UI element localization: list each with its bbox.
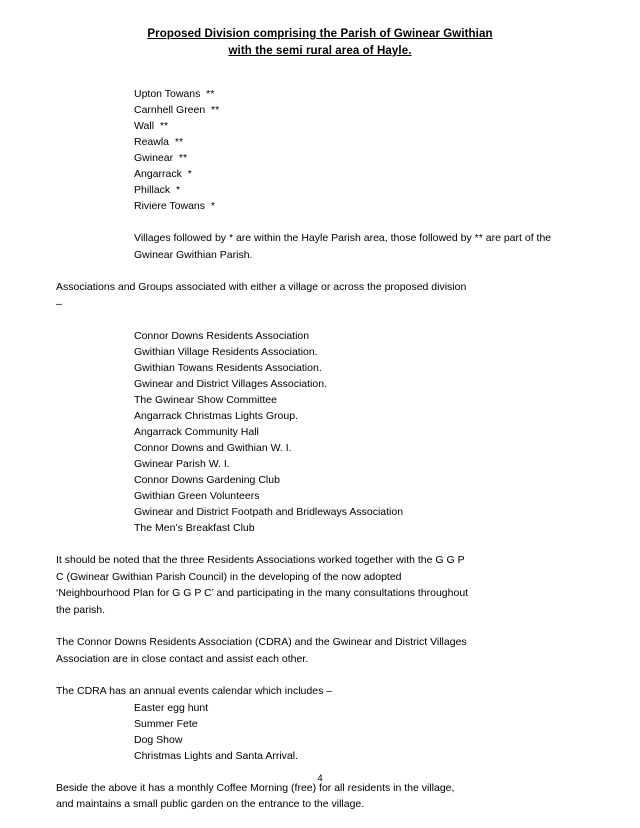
paragraph-1-text: It should be noted that the three Residents Associations worked together with the G G P C (Gwinear Gwithian Parish Council) in the developing of the now adopted ‘Neighbourhood Plan for G G P C’ and participating in the many consultations throughout the parish. [56,554,469,616]
village-list [134,86,584,214]
spacer-after-associations [56,536,584,552]
villages-footnote-text: Villages followed by * are within the Hayle Parish area, those followed by ** are part of the Gwinear Gwithian Parish. [134,232,552,261]
list-item: Gwithian Green Volunteers [134,490,260,502]
villages-footnote [134,230,584,263]
paragraph-1 [56,552,584,618]
paragraph-2-text: The Connor Downs Residents Association (CDRA) and the Gwinear and District Villages Association are in close contact and assist each other. [56,636,467,665]
paragraph-4 [56,780,584,813]
list-item: Gwinear ** [134,152,188,164]
spacer-after-footnote [56,263,584,279]
list-item: Angarrack Christmas Lights Group. [134,410,298,422]
page-title-line-2: with the semi rural area of Hayle. [228,45,412,57]
spacer-after-villages [56,214,584,230]
list-item: Reawla ** [134,136,184,148]
spacer-after-paragraph-1 [56,618,584,634]
events-list [134,700,584,764]
list-item: Easter egg hunt [134,701,209,714]
spacer-after-intro [56,312,584,328]
page-number: 4 [317,773,323,784]
associations-intro-text: Associations and Groups associated with either a village or across the proposed division – [56,281,467,310]
list-item: Angarrack * [134,168,192,180]
associations-intro [56,279,584,312]
list-item: Gwithian Towans Residents Association. [134,362,322,374]
list-item: Phillack * [134,184,181,196]
associations-list [134,328,584,536]
page-title-line-1: Proposed Division comprising the Parish of Gwinear Gwithian [147,28,493,40]
list-item: Wall ** [134,120,169,132]
list-item: Gwinear Parish W. I. [134,458,230,470]
list-item: Connor Downs Gardening Club [134,474,280,486]
spacer-after-title [56,60,584,86]
list-item: Gwithian Village Residents Association. [134,346,318,358]
paragraph-4-text: Beside the above it has a monthly Coffee Morning (free) for all residents in the village, and maintains a small public garden on the entrance to the village. [56,781,455,810]
list-item: Dog Show [134,733,183,746]
list-item: Upton Towans ** [134,88,215,100]
spacer-after-paragraph-2 [56,667,584,683]
list-item: Riviere Towans * [134,200,215,212]
list-item: Angarrack Community Hall [134,426,259,438]
paragraph-2 [56,634,584,667]
list-item: Connor Downs and Gwithian W. I. [134,442,292,454]
list-item: The Gwinear Show Committee [134,394,277,406]
list-item: Carnhell Green ** [134,104,220,116]
paragraph-3-text: The CDRA has an annual events calendar which includes – [56,685,333,697]
list-item: Summer Fete [134,717,198,730]
list-item: Connor Downs Residents Association [134,330,310,342]
page-title [90,26,550,60]
list-item: Gwinear and District Footpath and Bridleways Association [134,506,404,518]
paragraph-3 [56,683,584,700]
list-item: Gwinear and District Villages Association. [134,378,327,390]
list-item: The Men’s Breakfast Club [134,522,255,534]
list-item: Christmas Lights and Santa Arrival. [134,749,298,762]
